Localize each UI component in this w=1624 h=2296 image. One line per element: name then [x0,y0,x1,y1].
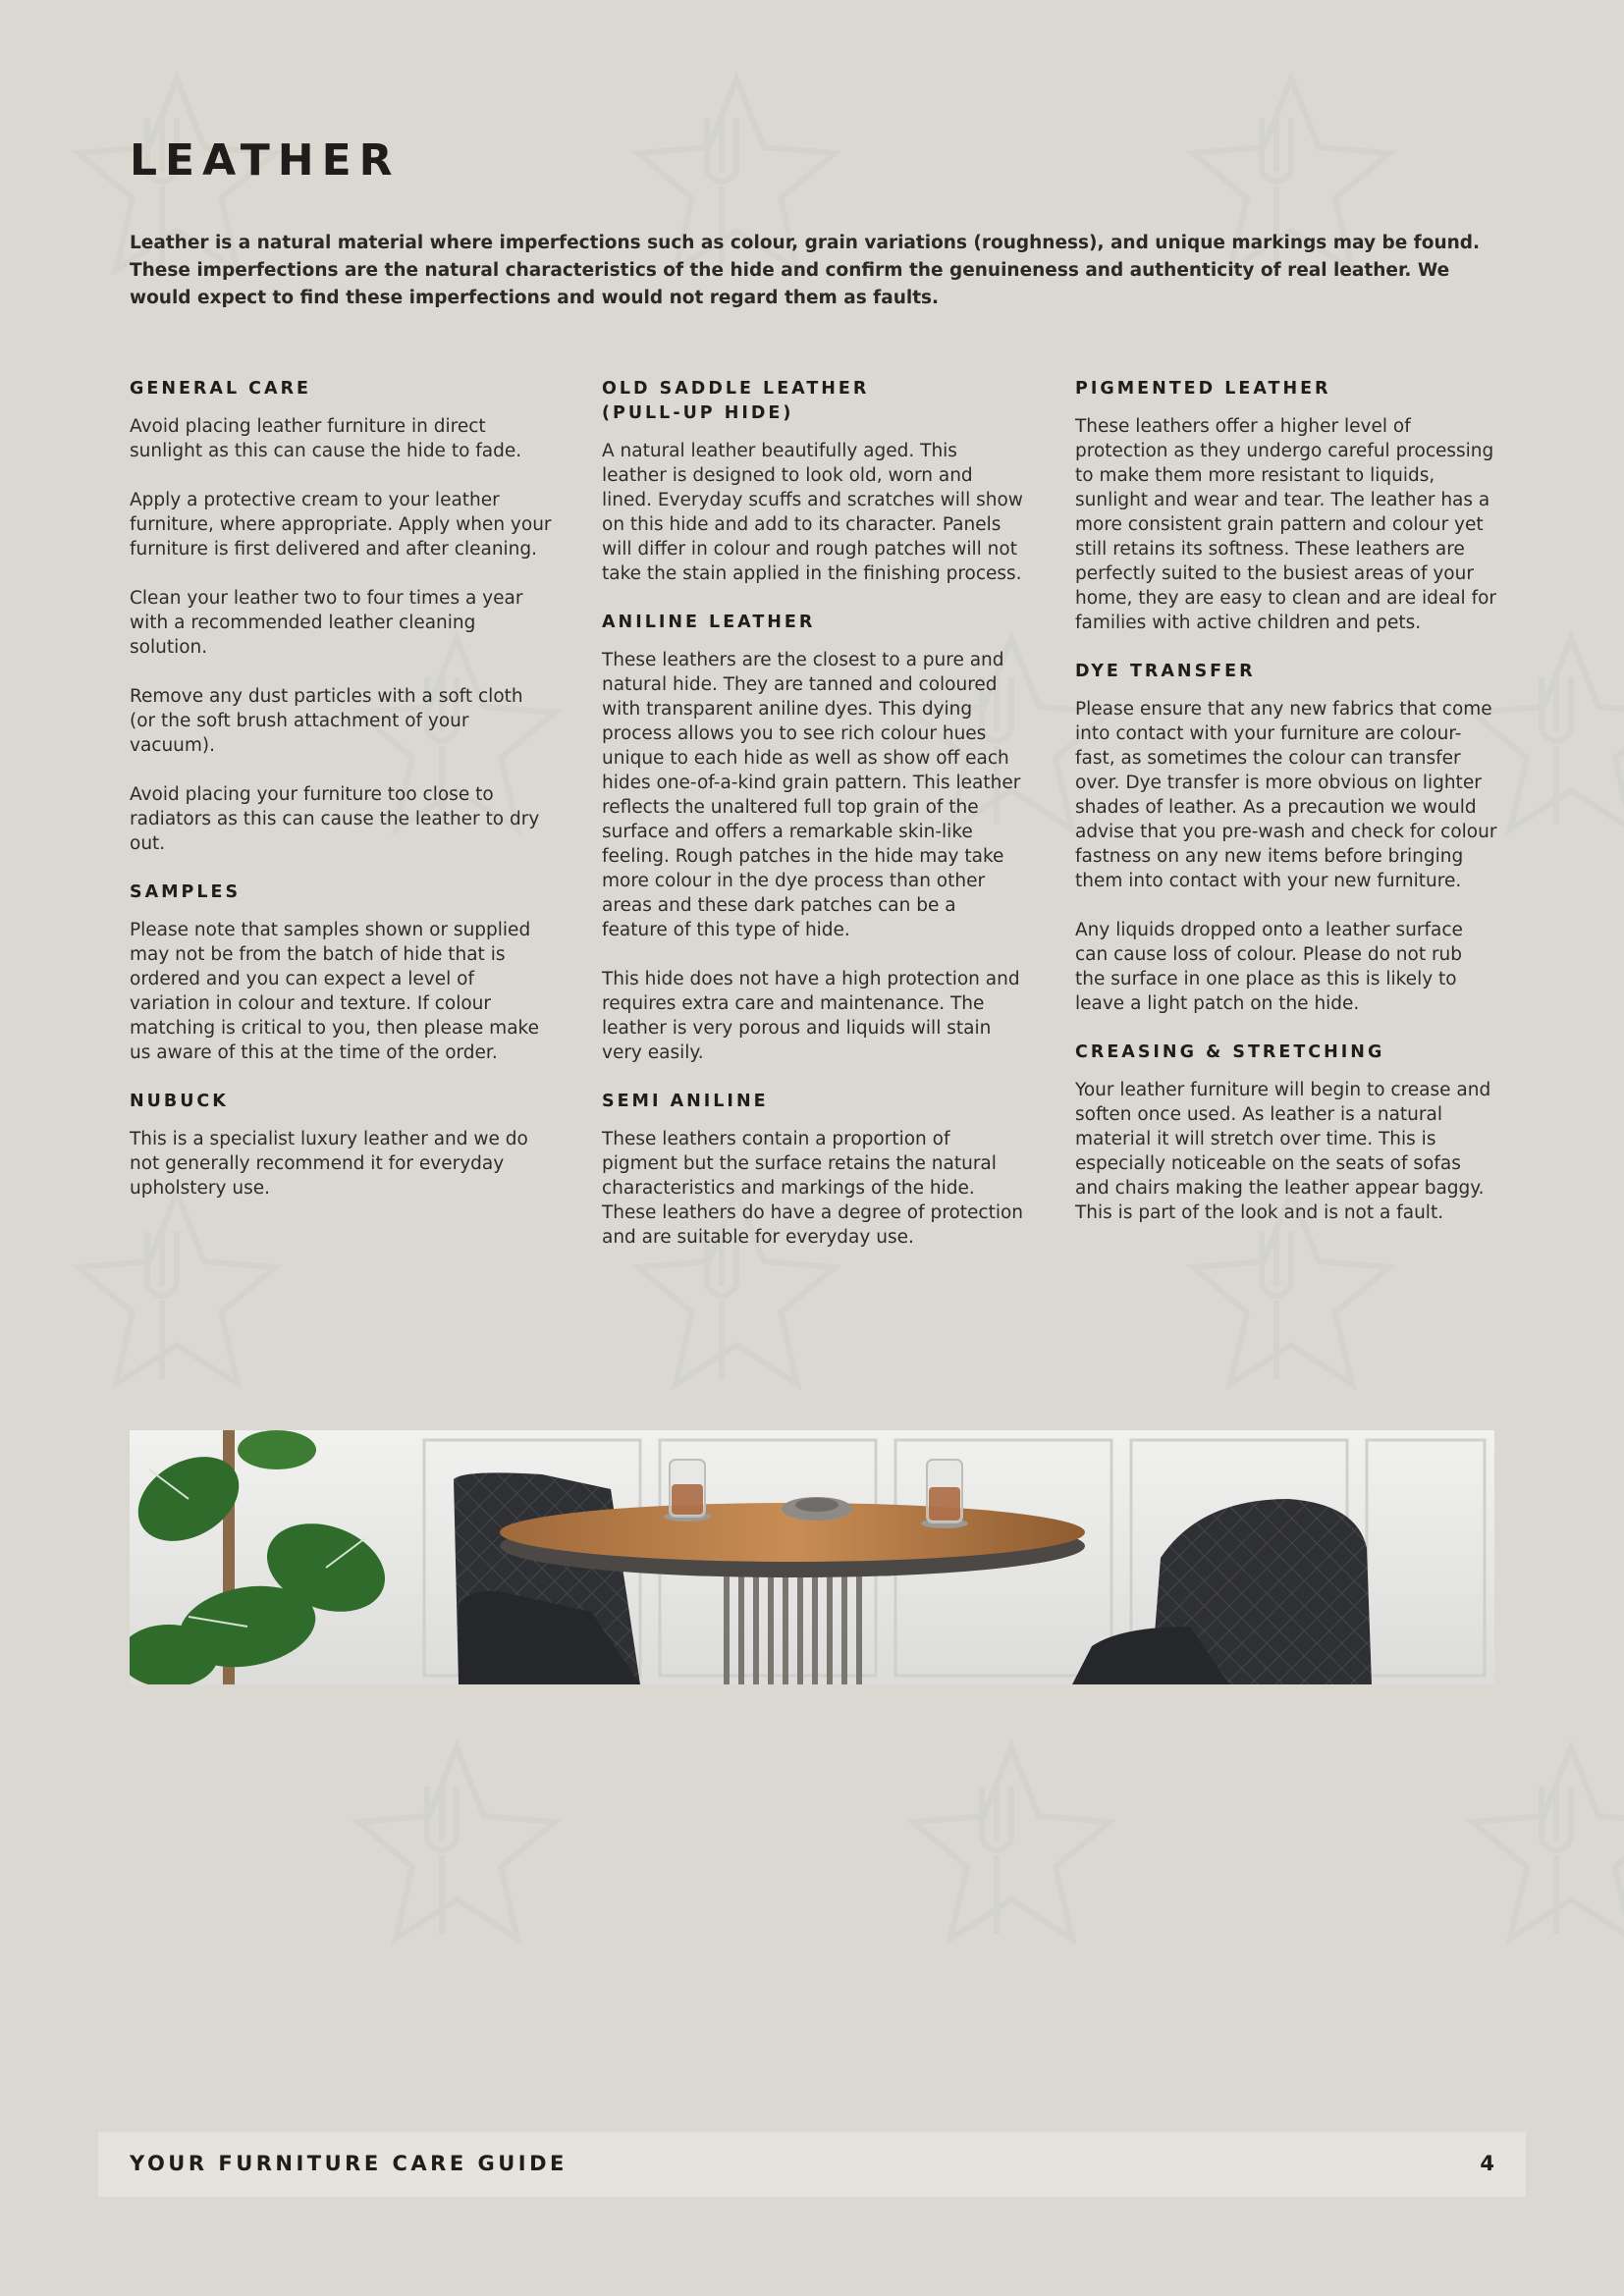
section-paragraph: Please ensure that any new fabrics that come into contact with your furniture are colour-fast, as sometimes the colour can transfer over. Dye transfer is more obvious on lighter shades of leather. As a precaution we would advise that you pre-wash and check for colour fastness on any new items before bringing them into contact with your new furniture. [1075,699,1497,891]
page-title: LEATHER [130,135,401,186]
section-paragraph: Any liquids dropped onto a leather surface can cause loss of colour. Please do not rub the surface in one place as this is likely to leave a light patch on the hide. [1075,920,1463,1014]
section-paragraph: These leathers contain a proportion of pigment but the surface retains the natural characteristics and markings of the hide. These leathers do have a degree of protection and are suitable for everyday use. [602,1129,1024,1248]
column-2 [602,377,1024,1274]
column-3 [1075,377,1497,1250]
section-paragraph: This hide does not have a high protection and requires extra care and maintenance. The leather is very porous and liquids will stain very easily. [602,969,1020,1063]
section-pigmented-leather [1075,377,1497,635]
section-aniline-leather [602,611,1024,1065]
intro-paragraph: Leather is a natural material where imperfections such as colour, grain variations (roughness), and unique markings may be found. These imperfections are the natural characteristics of the hide and confirm the genuineness and authenticity of real leather. We would expect to find these imperfections and would not regard them as faults. [130,233,1481,308]
dining-set-photo [130,1430,1494,1684]
section-paragraph: Avoid placing leather furniture in direct sunlight as this can cause the hide to fade. [130,416,522,461]
column-1 [130,377,552,1225]
footer-bar [98,2132,1526,2197]
section-samples [130,881,552,1065]
section-heading: OLD SADDLE LEATHER (PULL-UP HIDE) [602,379,870,423]
section-paragraph: Remove any dust particles with a soft cloth (or the soft brush attachment of your vacuum). [130,686,523,756]
photo-illustration [130,1430,1494,1684]
section-heading: GENERAL CARE [130,379,311,399]
section-heading: SAMPLES [130,882,242,902]
section-old-saddle-leather [602,377,1024,586]
section-paragraph: Your leather furniture will begin to crease and soften once used. As leather is a natural material it will stretch over time. This is especially noticeable on the seats of sofas and chairs making the leather appear baggy. This is part of the look and is not a fault. [1075,1080,1491,1223]
section-paragraph: Apply a protective cream to your leather furniture, where appropriate. Apply when your furniture is first delivered and after cleaning. [130,490,552,560]
section-paragraph: Please note that samples shown or supplied may not be from the batch of hide that is ordered and you can expect a level of variation in colour and texture. If colour matching is critical to you, then please make us aware of this at the time of the order. [130,920,539,1063]
section-heading: CREASING & STRETCHING [1075,1042,1385,1062]
section-general-care [130,377,552,856]
section-paragraph: These leathers offer a higher level of protection as they undergo careful processing to make them more resistant to liquids, sunlight and wear and tear. The leather has a more consistent grain pattern and colour yet still retains its softness. These leathers are perfectly suited to the busiest areas of your home, they are easy to clean and are ideal for families with active children and pets. [1075,416,1497,633]
section-paragraph: This is a specialist luxury leather and we do not generally recommend it for everyday upholstery use. [130,1129,528,1199]
section-paragraph: Clean your leather two to four times a year with a recommended leather cleaning solution. [130,588,523,658]
section-paragraph: Avoid placing your furniture too close to radiators as this can cause the leather to dry out. [130,784,540,854]
section-semi-aniline [602,1090,1024,1250]
section-heading: DYE TRANSFER [1075,662,1256,681]
footer-guide-title: YOUR FURNITURE CARE GUIDE [130,2152,568,2175]
section-nubuck [130,1090,552,1201]
section-paragraph: These leathers are the closest to a pure and natural hide. They are tanned and coloured with transparent aniline dyes. This dying process allows you to see rich colour hues unique to each hide as well as show off each hides one-of-a-kind grain pattern. This leather reflects the unaltered full top grain of the surface and offers a remarkable skin-like feeling. Rough patches in the hide may take more colour in the dye process than other areas and these dark patches can be a feature of this type of hide. [602,650,1021,940]
section-heading: PIGMENTED LEATHER [1075,379,1331,399]
section-dye-transfer [1075,660,1497,1016]
section-paragraph: A natural leather beautifully aged. This leather is designed to look old, worn and lined. Everyday scuffs and scratches will show on this hide and add to its character. Panels will differ in colour and rough patches will not take the stain applied in the finishing process. [602,441,1023,584]
section-heading: ANILINE LEATHER [602,613,816,632]
section-heading: NUBUCK [130,1092,229,1111]
section-heading: SEMI ANILINE [602,1092,769,1111]
page-number: 4 [1480,2152,1494,2175]
section-creasing-stretching [1075,1041,1497,1225]
